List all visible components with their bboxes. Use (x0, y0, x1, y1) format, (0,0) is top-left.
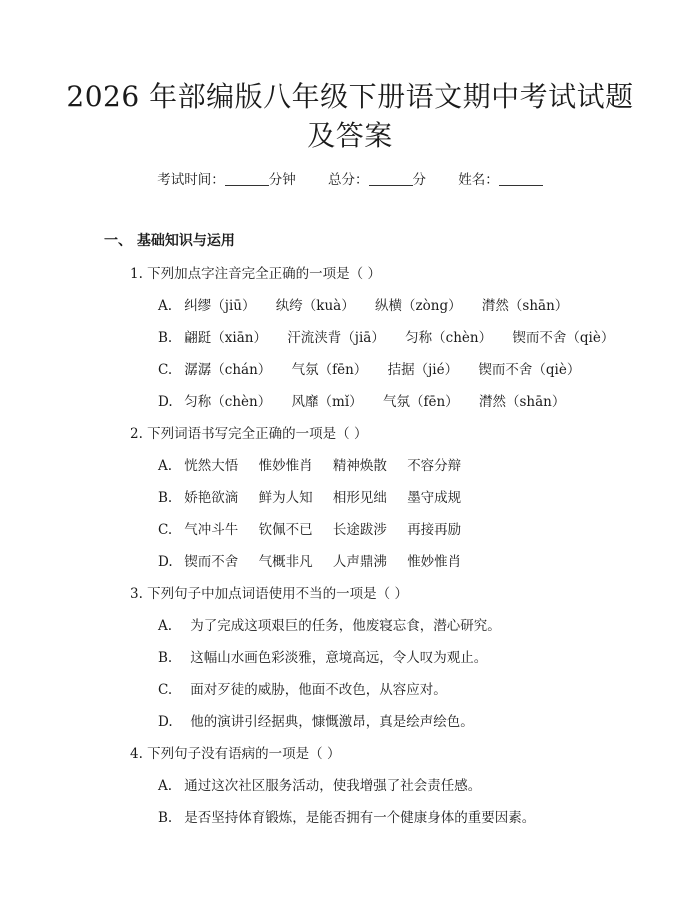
score-blank (369, 171, 413, 186)
page-title-line2: 及答案 (307, 119, 393, 152)
exam-time (157, 168, 296, 188)
question-2-option-c (158, 518, 477, 538)
question-3-option-a (158, 614, 501, 634)
option-item: 气氛（fēn） (291, 362, 368, 378)
option-label: B. (158, 490, 173, 506)
option-label: D. (158, 714, 173, 730)
question-2-option-b (158, 486, 477, 506)
question-2-option-d (158, 550, 477, 570)
time-label: 考试时间： (157, 172, 225, 188)
option-item: 再接再励 (407, 522, 462, 538)
score-label: 总分： (328, 172, 369, 188)
option-item: 惟妙惟肖 (407, 554, 462, 570)
option-label: A. (158, 298, 173, 314)
option-item: 娇艳欲滴 (184, 490, 239, 506)
option-label: B. (158, 330, 173, 346)
option-label: D. (158, 554, 173, 570)
option-item: 人声鼎沸 (332, 554, 387, 570)
option-item: 墨守成规 (407, 490, 462, 506)
option-item: 精神焕散 (332, 458, 387, 474)
option-label: A. (158, 458, 173, 474)
question-2-stem: 2. 下列词语书写完全正确的一项是（ ） (130, 426, 368, 442)
section-heading: 一、 基础知识与运用 (104, 233, 235, 249)
question-2-option-a (158, 454, 477, 474)
option-item: 锲而不舍 (184, 554, 239, 570)
option-label: C. (158, 522, 173, 538)
option-label: D. (158, 394, 173, 410)
exam-meta (0, 168, 700, 188)
option-text: 为了完成这项艰巨的任务，他废寝忘食，潜心研究。 (190, 618, 501, 634)
time-unit: 分钟 (268, 172, 296, 188)
question-4-stem: 4. 下列句子没有语病的一项是（ ） (130, 746, 341, 762)
question-1-option-a (158, 294, 584, 314)
option-item: 风靡（mǐ） (291, 394, 363, 410)
question-3-option-c (158, 678, 447, 698)
question-4-option-a (158, 774, 481, 794)
time-blank (225, 171, 269, 186)
option-item: 拮据（jié） (387, 362, 459, 378)
option-item: 相形见绌 (332, 490, 387, 506)
option-item: 翩跹（xiān） (184, 330, 267, 346)
option-item: 匀称（chèn） (184, 394, 272, 410)
option-item: 钦佩不已 (258, 522, 313, 538)
option-item: 潺潺（chán） (184, 362, 272, 378)
option-item: 惟妙惟肖 (258, 458, 313, 474)
name-label: 姓名： (458, 172, 499, 188)
option-item: 潸然（shān） (478, 394, 566, 410)
option-label: C. (158, 362, 173, 378)
option-item: 锲而不舍（qiè） (478, 362, 581, 378)
option-item: 气氛（fēn） (382, 394, 459, 410)
option-label: B. (158, 650, 173, 666)
option-label: C. (158, 682, 173, 698)
page-title-line1: 2026 年部编版八年级下册语文期中考试试题 (66, 80, 634, 113)
option-item: 不容分辩 (407, 458, 462, 474)
option-item: 纠缪（jiū） (184, 298, 256, 314)
option-text: 通过这次社区服务活动，使我增强了社会责任感。 (184, 778, 482, 794)
option-item: 锲而不舍（qiè） (512, 330, 615, 346)
question-1-stem: 1. 下列加点字注音完全正确的一项是（ ） (130, 266, 381, 282)
name-blank (499, 171, 543, 186)
question-4-option-b (158, 806, 535, 826)
option-text: 面对歹徒的威胁，他面不改色，从容应对。 (190, 682, 447, 698)
question-1-option-b (158, 326, 614, 346)
option-item: 鲜为人知 (258, 490, 313, 506)
option-text: 是否坚持体育锻炼，是能否拥有一个健康身体的重要因素。 (184, 810, 536, 826)
option-item: 纵横（zòng） (375, 298, 462, 314)
option-item: 气概非凡 (258, 554, 313, 570)
option-item: 汗流浃背（jiā） (287, 330, 385, 346)
option-label: B. (158, 810, 173, 826)
option-item: 匀称（chèn） (405, 330, 493, 346)
score-unit: 分 (412, 172, 426, 188)
option-item: 恍然大悟 (184, 458, 239, 474)
question-1-option-c (158, 358, 596, 378)
option-item: 纨绔（kuà） (275, 298, 355, 314)
exam-score (328, 168, 426, 188)
option-item: 潸然（shān） (481, 298, 569, 314)
question-3-option-b (158, 646, 487, 666)
question-1-option-d (158, 390, 581, 410)
question-3-stem: 3. 下列句子中加点词语使用不当的一项是（ ） (130, 586, 408, 602)
option-label: A. (158, 618, 173, 634)
question-3-option-d (158, 710, 474, 730)
exam-name (458, 168, 543, 188)
option-label: A. (158, 778, 173, 794)
option-item: 气冲斗牛 (184, 522, 239, 538)
option-text: 这幅山水画色彩淡雅，意境高远，令人叹为观止。 (190, 650, 488, 666)
option-text: 他的演讲引经据典，慷慨激昂，真是绘声绘色。 (190, 714, 474, 730)
option-item: 长途跋涉 (332, 522, 387, 538)
